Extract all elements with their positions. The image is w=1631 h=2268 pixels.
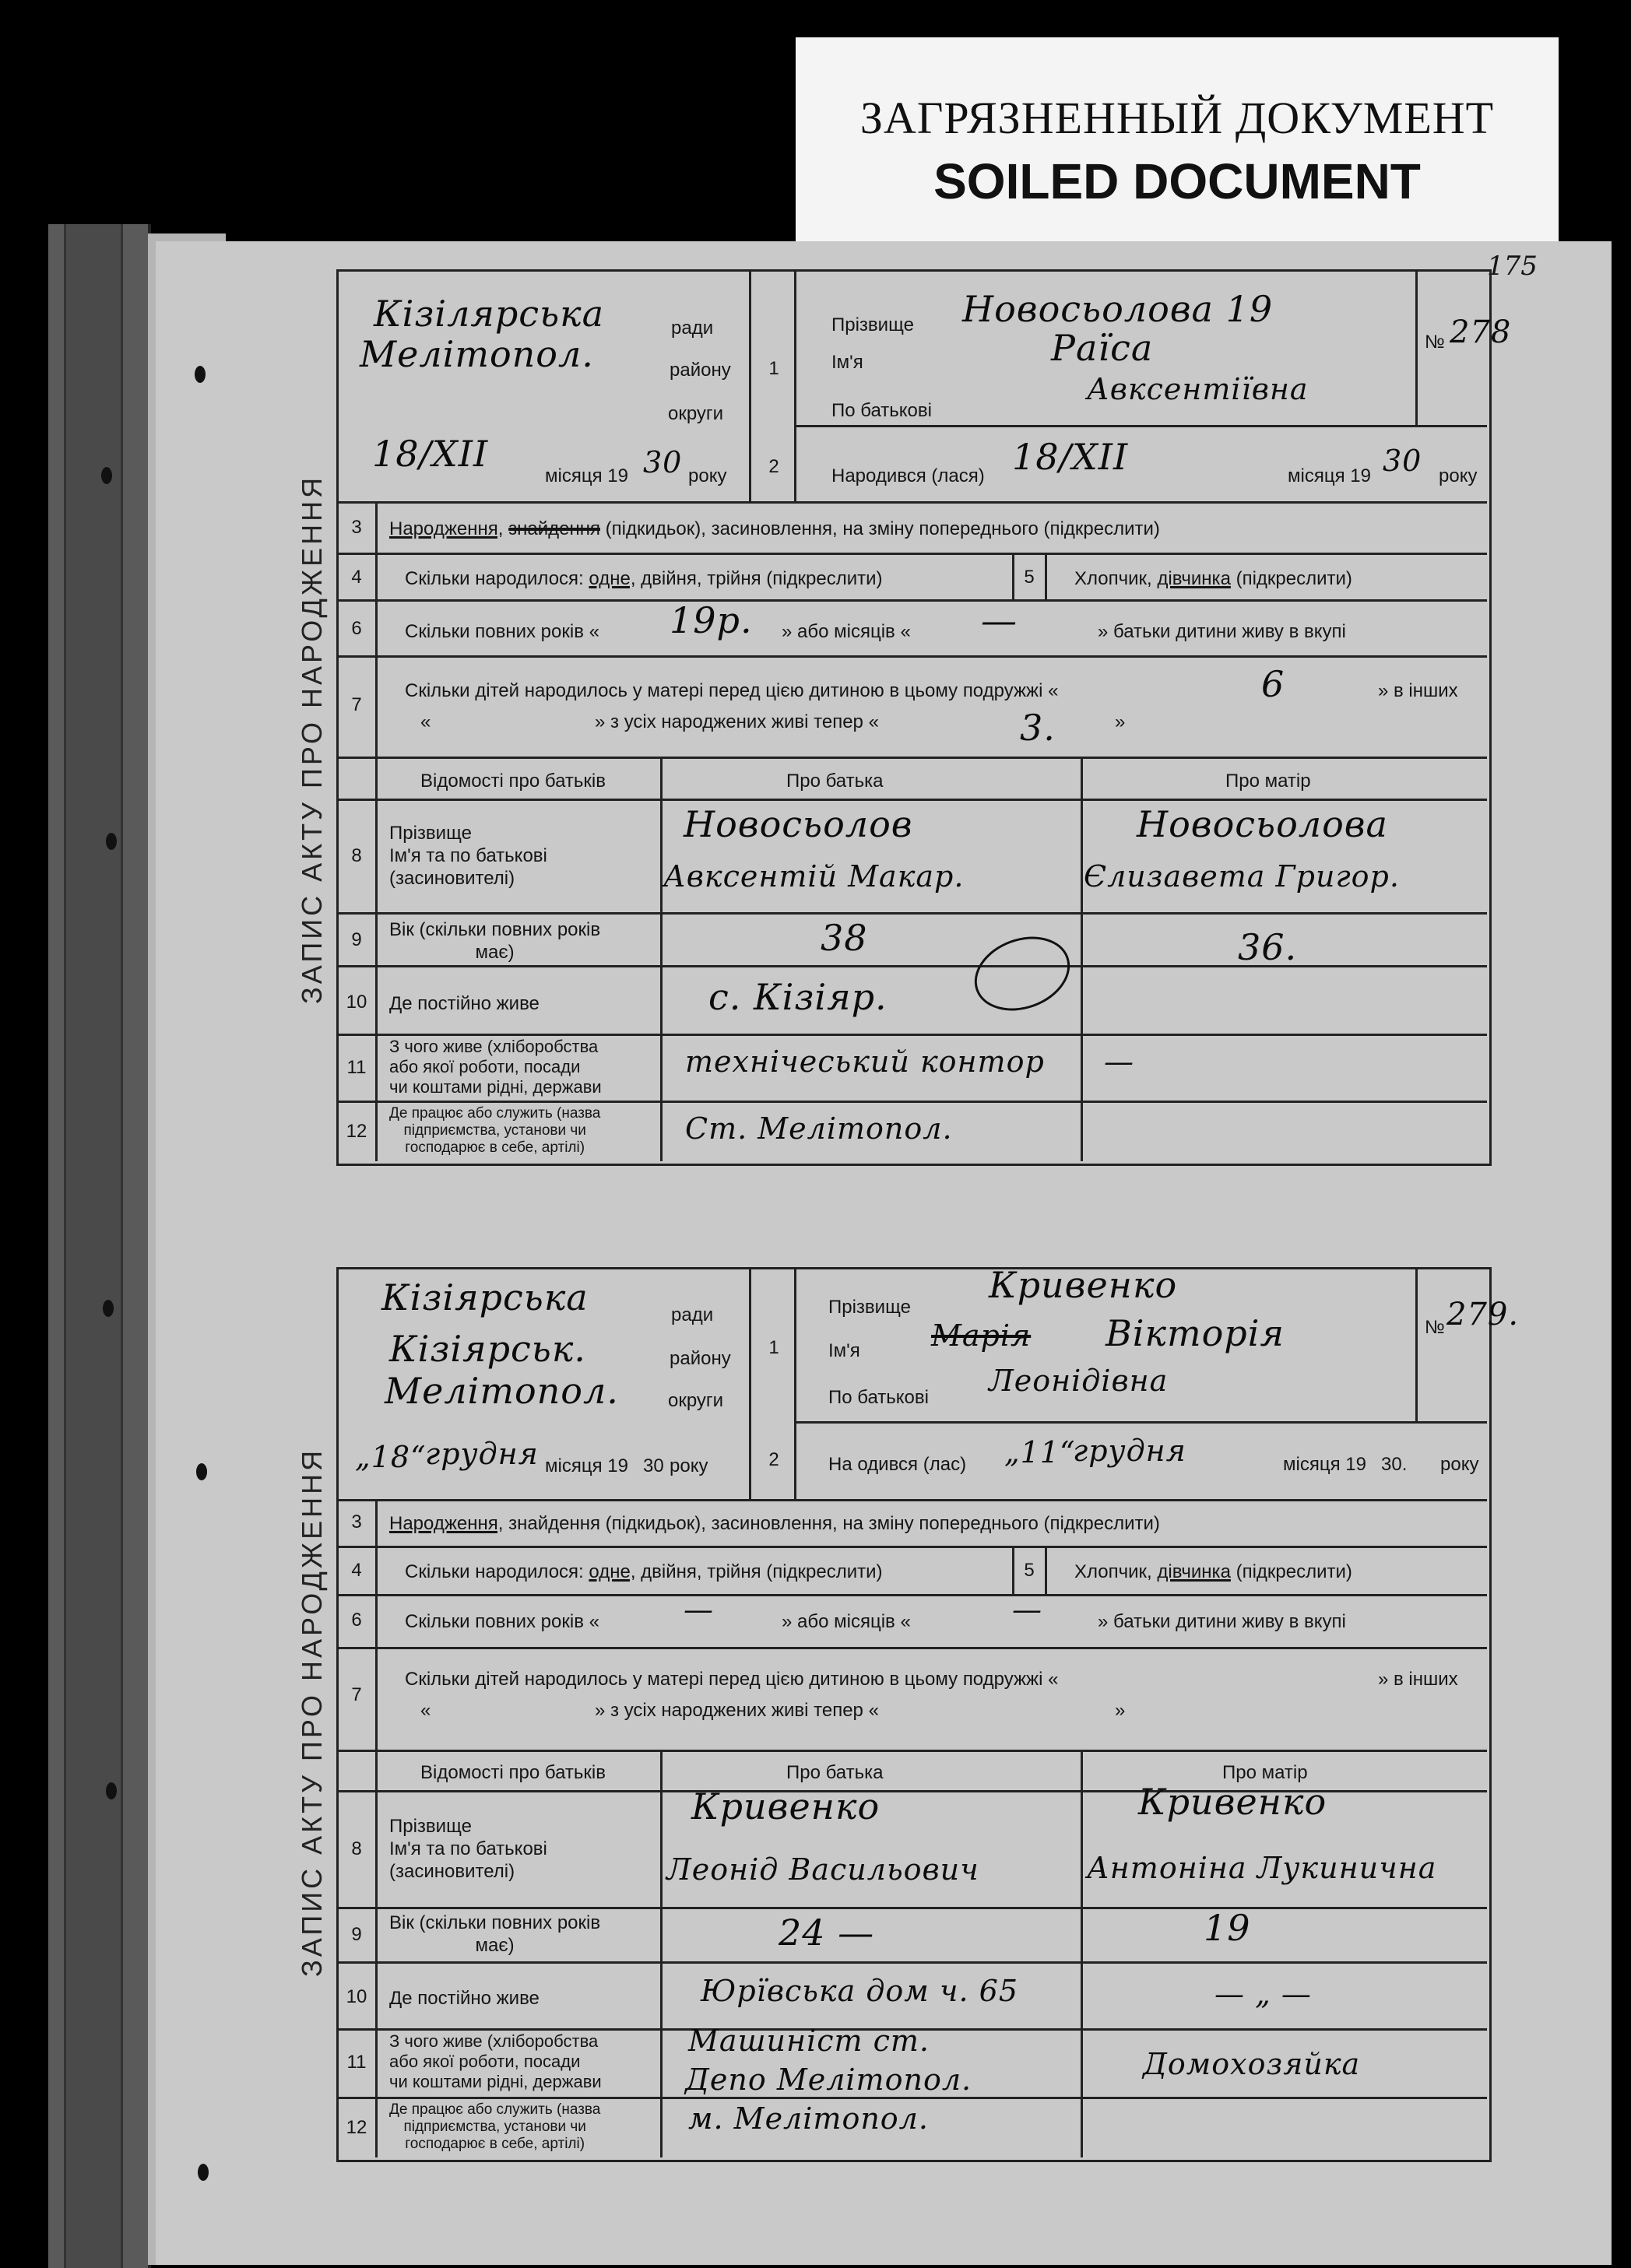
row10-label: Де постійно живе: [389, 993, 540, 1014]
pencil-page-mark: 175: [1487, 251, 1538, 282]
surname-label: Прізвище: [831, 314, 914, 335]
row-number: 9: [351, 1924, 362, 1945]
binding-hole: [196, 1463, 207, 1480]
mother-age: 36.: [1238, 926, 1298, 968]
child-patronymic: Леонідівна: [989, 1364, 1169, 1398]
row7-text: «: [420, 1700, 431, 1721]
name-label: Ім'я: [831, 352, 863, 373]
side-title: ЗАПИС АКТУ ПРО НАРОДЖЕННЯ: [296, 1447, 328, 1977]
row6-text: » батьки дитини живу в вкупі: [1098, 1611, 1346, 1632]
child-surname: Новосьолова 19: [962, 288, 1274, 330]
binding-hole: [106, 833, 117, 850]
row-number: 8: [351, 845, 362, 866]
years-together: —: [684, 1592, 714, 1627]
child-name: Раїса: [1051, 327, 1154, 369]
father-header: Про батька: [786, 771, 884, 792]
row4-text: Скільки народилося: одне, двійня, трійня (підкреслити): [405, 568, 883, 589]
raion-label: району: [670, 360, 731, 381]
year-label: року: [1440, 1454, 1479, 1475]
parents-info-header: Відомості про батьків: [420, 771, 606, 792]
row3-text: Народження, знайдення (підкидьок), засиновлення, на зміну попереднього (підкреслити): [389, 1513, 1160, 1534]
row-number: 10: [346, 1986, 367, 2007]
registration-day: „18“: [355, 1440, 427, 1474]
binding-hole: [101, 467, 112, 484]
mother-surname: Новосьолова: [1137, 803, 1388, 845]
book-binding: [48, 224, 151, 2268]
father-occupation-2: Депо Мелітопол.: [685, 2063, 972, 2097]
okruha-handwritten: Мелітопол.: [385, 1370, 619, 1412]
row7-text: » з усіх народжених живі тепер «: [595, 1700, 879, 1721]
row-number: 12: [346, 1121, 367, 1142]
father-age: 38: [821, 917, 868, 959]
row7-text: Скільки дітей народилось у матері перед цією дитиною в цьому подружжі «: [405, 680, 1059, 701]
rada-handwritten: Кізілярська: [374, 293, 605, 335]
row9-label: Вік (скільки повних років має): [389, 1912, 601, 1956]
month-label: місяця 19: [545, 465, 628, 486]
father-occupation: Машиніст ст.: [688, 2024, 930, 2058]
record-number: 278: [1450, 314, 1512, 350]
father-surname: Кривенко: [691, 1785, 881, 1827]
row-number: 2: [768, 1449, 779, 1470]
row11-label: З чого живе (хліборобства або якої роботи, посади чи коштами рідні, держави: [389, 2031, 602, 2091]
row6-text: Скільки повних років «: [405, 621, 599, 642]
number-label: №: [1425, 332, 1445, 353]
row-number: 11: [346, 1057, 367, 1078]
row10-label: Де постійно живе: [389, 1988, 540, 2009]
row8-label: Прізвище Ім'я та по батькові (засиновителі): [389, 1816, 547, 1882]
stamp-line-english: SOILED DOCUMENT: [933, 153, 1421, 209]
rada-label: ради: [671, 1304, 714, 1325]
children-before: 6: [1261, 663, 1285, 705]
year-label: року: [688, 465, 727, 486]
row6-text: Скільки повних років «: [405, 1611, 599, 1632]
born-label: Народився (лася): [831, 465, 985, 486]
year-label: року: [1439, 465, 1478, 486]
registration-date: 18/XII: [372, 433, 489, 475]
side-title: ЗАПИС АКТУ ПРО НАРОДЖЕННЯ: [296, 474, 328, 1004]
mother-header: Про матір: [1222, 1762, 1308, 1783]
child-name-struck: Марія: [931, 1318, 1032, 1353]
row7-text: » в інших: [1378, 680, 1458, 701]
father-header: Про батька: [786, 1762, 884, 1783]
years-together: 19р.: [670, 599, 753, 641]
father-surname: Новосьолов: [684, 803, 913, 845]
father-name: Авксентій Макар.: [663, 859, 965, 894]
father-workplace: м. Мелітопол.: [688, 2101, 929, 2136]
row-number: 1: [768, 358, 779, 379]
registration-year: 30: [643, 445, 683, 479]
surname-label: Прізвище: [828, 1297, 911, 1318]
rada-handwritten: Кізіярська: [381, 1276, 589, 1318]
mother-occupation: Домохозяйка: [1143, 2047, 1361, 2081]
row-number: 11: [346, 2052, 367, 2073]
row-number: 9: [351, 929, 362, 950]
row6-text: » або місяців «: [782, 621, 911, 642]
row7-text: »: [1115, 1700, 1126, 1721]
month-label: місяця 19: [1288, 465, 1371, 486]
mother-name: Антоніна Лукинична: [1087, 1851, 1437, 1885]
born-label: На одився (лас): [828, 1454, 967, 1475]
okruha-label: округи: [668, 403, 724, 424]
father-occupation: технічеський контор: [685, 1044, 1045, 1079]
rada-label: ради: [671, 318, 714, 339]
child-surname: Кривенко: [989, 1264, 1178, 1306]
birth-year: 30.: [1381, 1454, 1408, 1475]
mother-surname: Кривенко: [1138, 1781, 1327, 1823]
number-label: №: [1425, 1317, 1445, 1338]
row6-text: » батьки дитини живу в вкупі: [1098, 621, 1346, 642]
stamp-line-russian: ЗАГРЯЗНЕННЫЙ ДОКУМЕНТ: [859, 93, 1495, 143]
registration-year: 30: [643, 1455, 664, 1476]
row-number: 3: [351, 1511, 362, 1532]
parents-info-header: Відомості про батьків: [420, 1762, 606, 1783]
raion-handwritten: Кізіярськ.: [389, 1328, 586, 1370]
row-number: 4: [351, 567, 362, 588]
row-number: 3: [351, 517, 362, 538]
row4-text: Скільки народилося: одне, двійня, трійня (підкреслити): [405, 1561, 883, 1582]
child-name: Вікторія: [1105, 1312, 1285, 1354]
birth-date: 18/XII: [1012, 436, 1129, 478]
row7-text: »: [1115, 711, 1126, 732]
row5-text: Хлопчик, дівчинка (підкреслити): [1074, 1561, 1352, 1582]
row7-text: » з усіх народжених живі тепер «: [595, 711, 879, 732]
row-number: 5: [1024, 1560, 1035, 1581]
row-number: 6: [351, 1610, 362, 1631]
living-now: 3.: [1020, 707, 1056, 749]
month-label: місяця 19: [1283, 1454, 1366, 1475]
months-together: —: [1012, 1592, 1042, 1627]
record-number: 279.: [1446, 1297, 1520, 1332]
row7-text: «: [420, 711, 431, 732]
binding-hole: [198, 2164, 209, 2181]
row5-text: Хлопчик, дівчинка (підкреслити): [1074, 568, 1352, 589]
mother-age: 19: [1204, 1907, 1251, 1949]
binding-hole: [106, 1782, 117, 1799]
row7-text: » в інших: [1378, 1669, 1458, 1690]
row-number: 4: [351, 1560, 362, 1581]
birth-year: 30: [1383, 444, 1422, 478]
mother-residence: — „ —: [1214, 1977, 1312, 2011]
row-number: 6: [351, 618, 362, 639]
row9-label: Вік (скільки повних років має): [389, 919, 601, 963]
row8-label: Прізвище Ім'я та по батькові (засиновителі): [389, 823, 547, 889]
row7-text: Скільки дітей народилось у матері перед цією дитиною в цьому подружжі «: [405, 1669, 1059, 1690]
row-number: 7: [351, 694, 362, 715]
father-age: 24 —: [779, 1912, 875, 1954]
binding-hole: [195, 366, 206, 383]
row6-text: » або місяців «: [782, 1611, 911, 1632]
father-residence: Юрївська дом ч. 65: [701, 1974, 1019, 2008]
soiled-document-stamp: [796, 37, 1559, 249]
father-residence: с. Кізіяр.: [708, 976, 888, 1018]
mother-occupation: —: [1104, 1044, 1134, 1079]
row11-label: З чого живе (хліборобства або якої роботи, посади чи коштами рідні, держави: [389, 1037, 602, 1097]
raion-label: району: [670, 1348, 731, 1369]
row-number: 2: [768, 456, 779, 477]
binding-hole: [103, 1300, 114, 1317]
father-workplace: Ст. Мелітопол.: [685, 1111, 953, 1146]
row3-text: Народження, знайдення (підкидьок), засиновлення, на зміну попереднього (підкреслити): [389, 518, 1160, 539]
mother-name: Єлизавета Григор.: [1084, 859, 1400, 894]
row12-label: Де працює або служить (назва підприємства, установи чи господарює в себе, артілі): [389, 1105, 601, 1156]
months-together: —: [981, 599, 1018, 641]
registration-month: грудня: [425, 1437, 539, 1471]
raion-handwritten: Мелітопол.: [360, 333, 594, 375]
row-number: 5: [1024, 567, 1035, 588]
month-label: місяця 19: [545, 1455, 628, 1476]
birth-day: „11“: [1004, 1435, 1076, 1469]
mother-header: Про матір: [1225, 771, 1311, 792]
father-name: Леонід Васильович: [666, 1852, 979, 1887]
name-label: Ім'я: [828, 1340, 860, 1361]
patronymic-label: По батькові: [831, 400, 932, 421]
row-number: 8: [351, 1838, 362, 1859]
row-number: 1: [768, 1337, 779, 1358]
okruha-label: округи: [668, 1390, 724, 1411]
row12-label: Де працює або служить (назва підприємства, установи чи господарює в себе, артілі): [389, 2101, 601, 2152]
patronymic-label: По батькові: [828, 1387, 929, 1408]
year-label: року: [670, 1455, 708, 1476]
birth-month: грудня: [1073, 1434, 1186, 1468]
row-number: 7: [351, 1684, 362, 1705]
row-number: 10: [346, 992, 367, 1013]
child-patronymic: Авксентіївна: [1087, 372, 1309, 406]
row-number: 12: [346, 2117, 367, 2138]
